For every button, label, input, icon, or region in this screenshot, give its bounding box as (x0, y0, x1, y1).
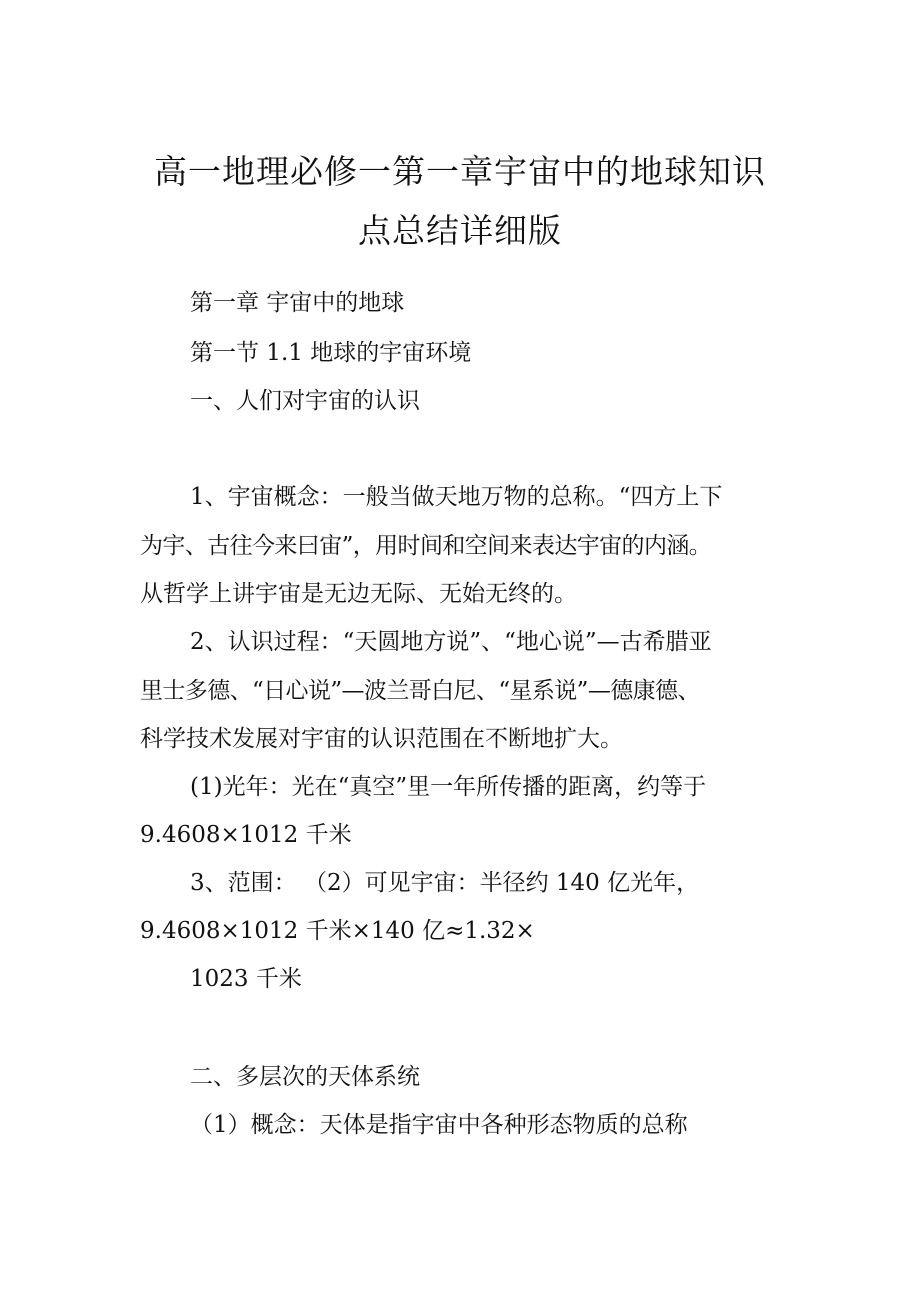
paragraph-line: 里士多德、“日心说”—波兰哥白尼、“星系说”—德康德、 (140, 678, 700, 704)
paragraph-line: 从哲学上讲宇宙是无边无际、无始无终的。 (140, 581, 577, 607)
subsection-heading-2: 二、多层次的天体系统 (190, 1064, 420, 1090)
paragraph-line: 科学技术发展对宇宙的认识范围在不断地扩大。 (140, 726, 623, 752)
section-heading: 第一节 1.1 地球的宇宙环境 (190, 340, 472, 366)
document-title-line-2: 点总结详细版 (358, 211, 562, 250)
paragraph-line: 9.4608×1012 千米 (140, 822, 352, 848)
paragraph-line: 为宇、古往今来曰宙”，用时间和空间来表达宇宙的内涵。 (140, 533, 712, 559)
paragraph-line: （1）概念：天体是指宇宙中各种形态物质的总称 (190, 1112, 688, 1138)
paragraph-line: 9.4608×1012 千米×140 亿≈1.32× (140, 918, 535, 944)
subsection-heading-1: 一、人们对宇宙的认识 (190, 388, 420, 414)
paragraph-line: (1)光年：光在“真空”里一年所传播的距离，约等于 (190, 774, 707, 800)
paragraph-line: 3、范围： （2）可见宇宙：半径约 140 亿光年， (190, 870, 700, 896)
chapter-heading: 第一章 宇宙中的地球 (190, 290, 405, 316)
document-title-line-1: 高一地理必修一第一章宇宙中的地球知识 (154, 152, 766, 191)
paragraph-line: 1、宇宙概念：一般当做天地万物的总称。“四方上下 (190, 484, 723, 510)
paragraph-line: 1023 千米 (190, 966, 302, 992)
paragraph-line: 2、认识过程：“天圆地方说”、“地心说”—古希腊亚 (190, 629, 712, 655)
